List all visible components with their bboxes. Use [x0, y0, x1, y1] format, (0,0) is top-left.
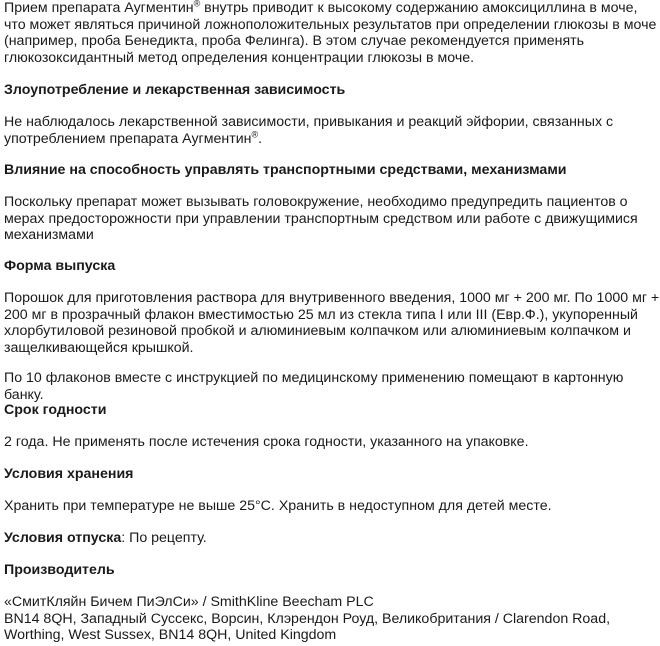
intro-text-rest: внутрь приводит к высокому содержанию амоксициллина в моче, что может являться причиной ложноположительных результатов при определении глюкозы в моче (например, проба Бенедикта, проба Фелинга). В этом случае рекомендуется применять глюкозоксидантный метод определения концентрации глюкозы в моче.: [4, 0, 657, 66]
abuse-heading: Злоупотребление и лекарственная зависимость: [4, 82, 346, 98]
storage-heading: Условия хранения: [4, 466, 134, 482]
abuse-paragraph: [4, 114, 660, 147]
manufacturer-name: «СмитКляйн Бичем ПиЭлСи» / SmithKline Beecham PLC: [4, 594, 374, 610]
form-paragraph-1: Порошок для приготовления раствора для внутривенного введения, 1000 мг + 200 мг. По 1000 мг + 200 мг в прозрачный флакон вместимостью 25 мл из стекла типа I или III (Евр.Ф.), укупоренный хлорбутиловой резиновой пробкой и алюминиевым колпачком или алюминиевым колпачком и защелкивающейся крышкой.: [4, 290, 660, 356]
intro-paragraph: [4, 0, 660, 66]
driving-paragraph: Поскольку препарат может вызывать головокружение, необходимо предупредить пациентов о мерах предосторожности при управлении транспортным средством или работе с движущимися механизмами: [4, 194, 638, 243]
shelf-life-paragraph: 2 года. Не применять после истечения срока годности, указанного на упаковке.: [4, 434, 529, 450]
storage-paragraph: Хранить при температуре не выше 25°С. Хранить в недоступном для детей месте.: [4, 498, 552, 514]
form-heading: Форма выпуска: [4, 258, 116, 274]
abuse-text-end: .: [258, 130, 263, 147]
manufacturer-address: BN14 8QH, Западный Суссекс, Ворсин, Клэрендон Роуд, Великобритания / Clarendon Road, Worthing, West Sussex, BN14 8QH, United Kingdom: [4, 610, 611, 643]
form-paragraph-2: По 10 флаконов вместе с инструкцией по медицинскому применению помещают в картонную банку.: [4, 370, 624, 403]
dispensing-label: Условия отпуска: [4, 530, 122, 546]
abuse-text: Не наблюдалось лекарственной зависимости, привыкания и реакций эйфории, связанных с употреблением препарата Аугментин: [4, 114, 614, 147]
manufacturer-paragraph: [4, 594, 660, 644]
driving-heading: Влияние на способность управлять транспортными средствами, механизмами: [4, 162, 567, 178]
shelf-life-heading: Срок годности: [4, 402, 107, 418]
registered-mark: ®: [193, 0, 201, 9]
dispensing-paragraph: [4, 530, 660, 547]
dispensing-text: : По рецепту.: [121, 530, 207, 546]
manufacturer-heading: Производитель: [4, 562, 115, 578]
registered-mark: ®: [251, 128, 259, 139]
intro-text-start: Прием препарата Аугментин: [4, 0, 194, 16]
